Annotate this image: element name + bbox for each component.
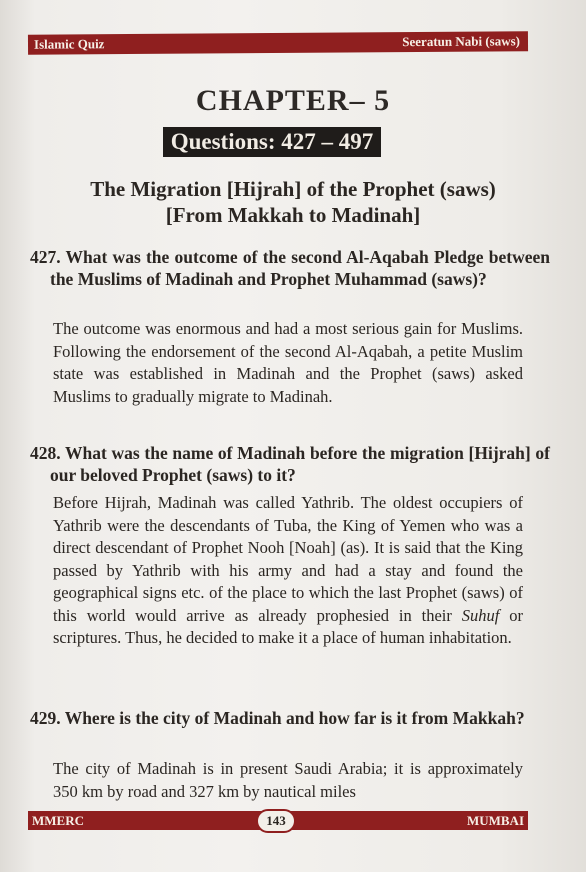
question-text: What was the name of Madinah before the migration [Hijrah] of our beloved Prophet (saws) to it? (50, 443, 550, 485)
question-428 (30, 442, 550, 486)
footer-publisher: MMERC (32, 813, 84, 828)
question-429 (30, 707, 550, 729)
footer-city: MUMBAI (466, 813, 524, 828)
question-range-banner: Questions: 427 – 497 (163, 127, 381, 157)
section-heading (0, 176, 586, 228)
answer-429: The city of Madinah is in present Saudi Arabia; it is approximately 350 km by road and 327 km by nautical miles (53, 759, 523, 801)
running-header (28, 31, 528, 54)
answer-text: Before Hijrah, Madinah was called Yathrib. The oldest occupiers of Yathrib were the descendants of Tuba, the King of Yemen who was a direct descendant of Prophet Nooh [Noah] (as). It is said that the King passed by Yathrib with his army and had a stay and found the geographical signs etc. of the place to which the last Prophet (saws) of this world would arrive as already prophesied in their (53, 493, 523, 625)
section-heading-line1: The Migration [Hijrah] of the Prophet (saws) (90, 177, 496, 201)
question-number: 428. (30, 443, 61, 463)
question-number: 427. (30, 247, 61, 267)
answer-italic-term: Suhuf (461, 605, 500, 625)
question-text: Where is the city of Madinah and how far is it from Makkah? (64, 708, 525, 728)
page-number: 143 (256, 809, 296, 833)
answer-428 (53, 492, 523, 650)
section-heading-line2: [From Makkah to Madinah] (165, 203, 421, 227)
answer-text-end: or scriptures. Thus, he decided to make it a place of human inhabitation. (53, 605, 524, 647)
question-text: What was the outcome of the second Al-Aqabah Pledge between the Muslims of Madinah and Prophet Muhammad (saws)? (50, 247, 550, 289)
question-number: 429. (30, 708, 61, 728)
question-427 (30, 246, 550, 290)
header-book-title: Islamic Quiz (33, 36, 105, 52)
running-footer (28, 811, 528, 830)
answer-427: The outcome was enormous and had a most serious gain for Muslims. Following the endorsement of the second Al-Aqabah, a petite Muslim state was established in Madinah and the Prophet (saws) asked Muslims to gradually migrate to Madinah. (53, 319, 523, 406)
header-section-title: Seeratun Nabi (saws) (402, 33, 521, 50)
chapter-title: CHAPTER– 5 (195, 84, 391, 117)
